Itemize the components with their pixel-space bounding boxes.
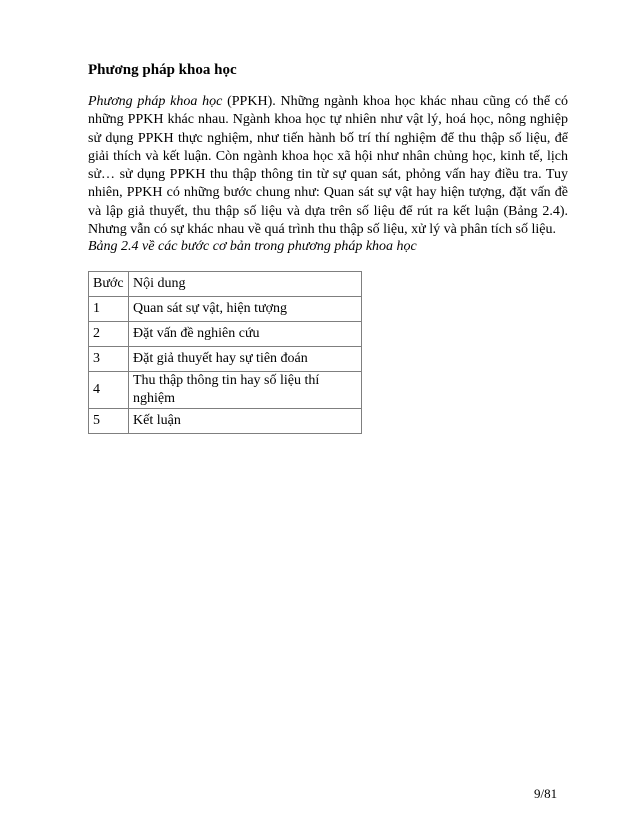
header-cell-step: Bước: [89, 272, 129, 297]
section-heading: Phương pháp khoa học: [88, 62, 237, 78]
step-content-cell: Kết luận: [129, 409, 362, 434]
step-number-cell: 2: [89, 322, 129, 347]
body-paragraph: [88, 93, 568, 239]
step-number-cell: 4: [89, 372, 129, 409]
table-row: [89, 409, 362, 434]
table-row: [89, 297, 362, 322]
table-row: [89, 372, 362, 409]
step-number-cell: 1: [89, 297, 129, 322]
paragraph-lead-italic: Phương pháp khoa học: [88, 94, 223, 109]
step-number-cell: 5: [89, 409, 129, 434]
table-row: [89, 322, 362, 347]
table-row: [89, 347, 362, 372]
table-caption: Bảng 2.4 về các bước cơ bản trong phương pháp khoa học: [88, 239, 417, 254]
steps-table: [88, 271, 362, 434]
table-header-row: [89, 272, 362, 297]
step-content-cell: Quan sát sự vật, hiện tượng: [129, 297, 362, 322]
step-number-cell: 3: [89, 347, 129, 372]
paragraph-text: (PPKH). Những ngành khoa học khác nhau cũng có thể có những PPKH khác nhau. Ngành khoa học tự nhiên như vật lý, hoá học, nông nghiệp sử dụng PPKH thực nghiệm, như tiến hành bố trí thí nghiệm để thu thập số liệu, để giải thích và kết luận. Còn ngành khoa học xã hội như nhân chủng học, kinh tế, lịch sử… sử dụng PPKH thu thập thông tin từ sự quan sát, phỏng vấn hay điều tra. Tuy nhiên, PPKH có những bước chung như: Quan sát sự vật hay hiện tượng, đặt vấn đề và lập giả thuyết, thu thập số liệu và dựa trên số liệu để rút ra kết luận (Bảng 2.4). Nhưng vẫn có sự khác nhau về quá trình thu thập số liệu, xử lý và phân tích số liệu.: [88, 94, 569, 238]
step-content-cell: Đặt vấn đề nghiên cứu: [129, 322, 362, 347]
header-cell-content: Nội dung: [129, 272, 362, 297]
step-content-cell: Thu thập thông tin hay số liệu thí nghiệm: [129, 372, 362, 409]
step-content-cell: Đặt giả thuyết hay sự tiên đoán: [129, 347, 362, 372]
page-number: 9/81: [534, 786, 558, 801]
